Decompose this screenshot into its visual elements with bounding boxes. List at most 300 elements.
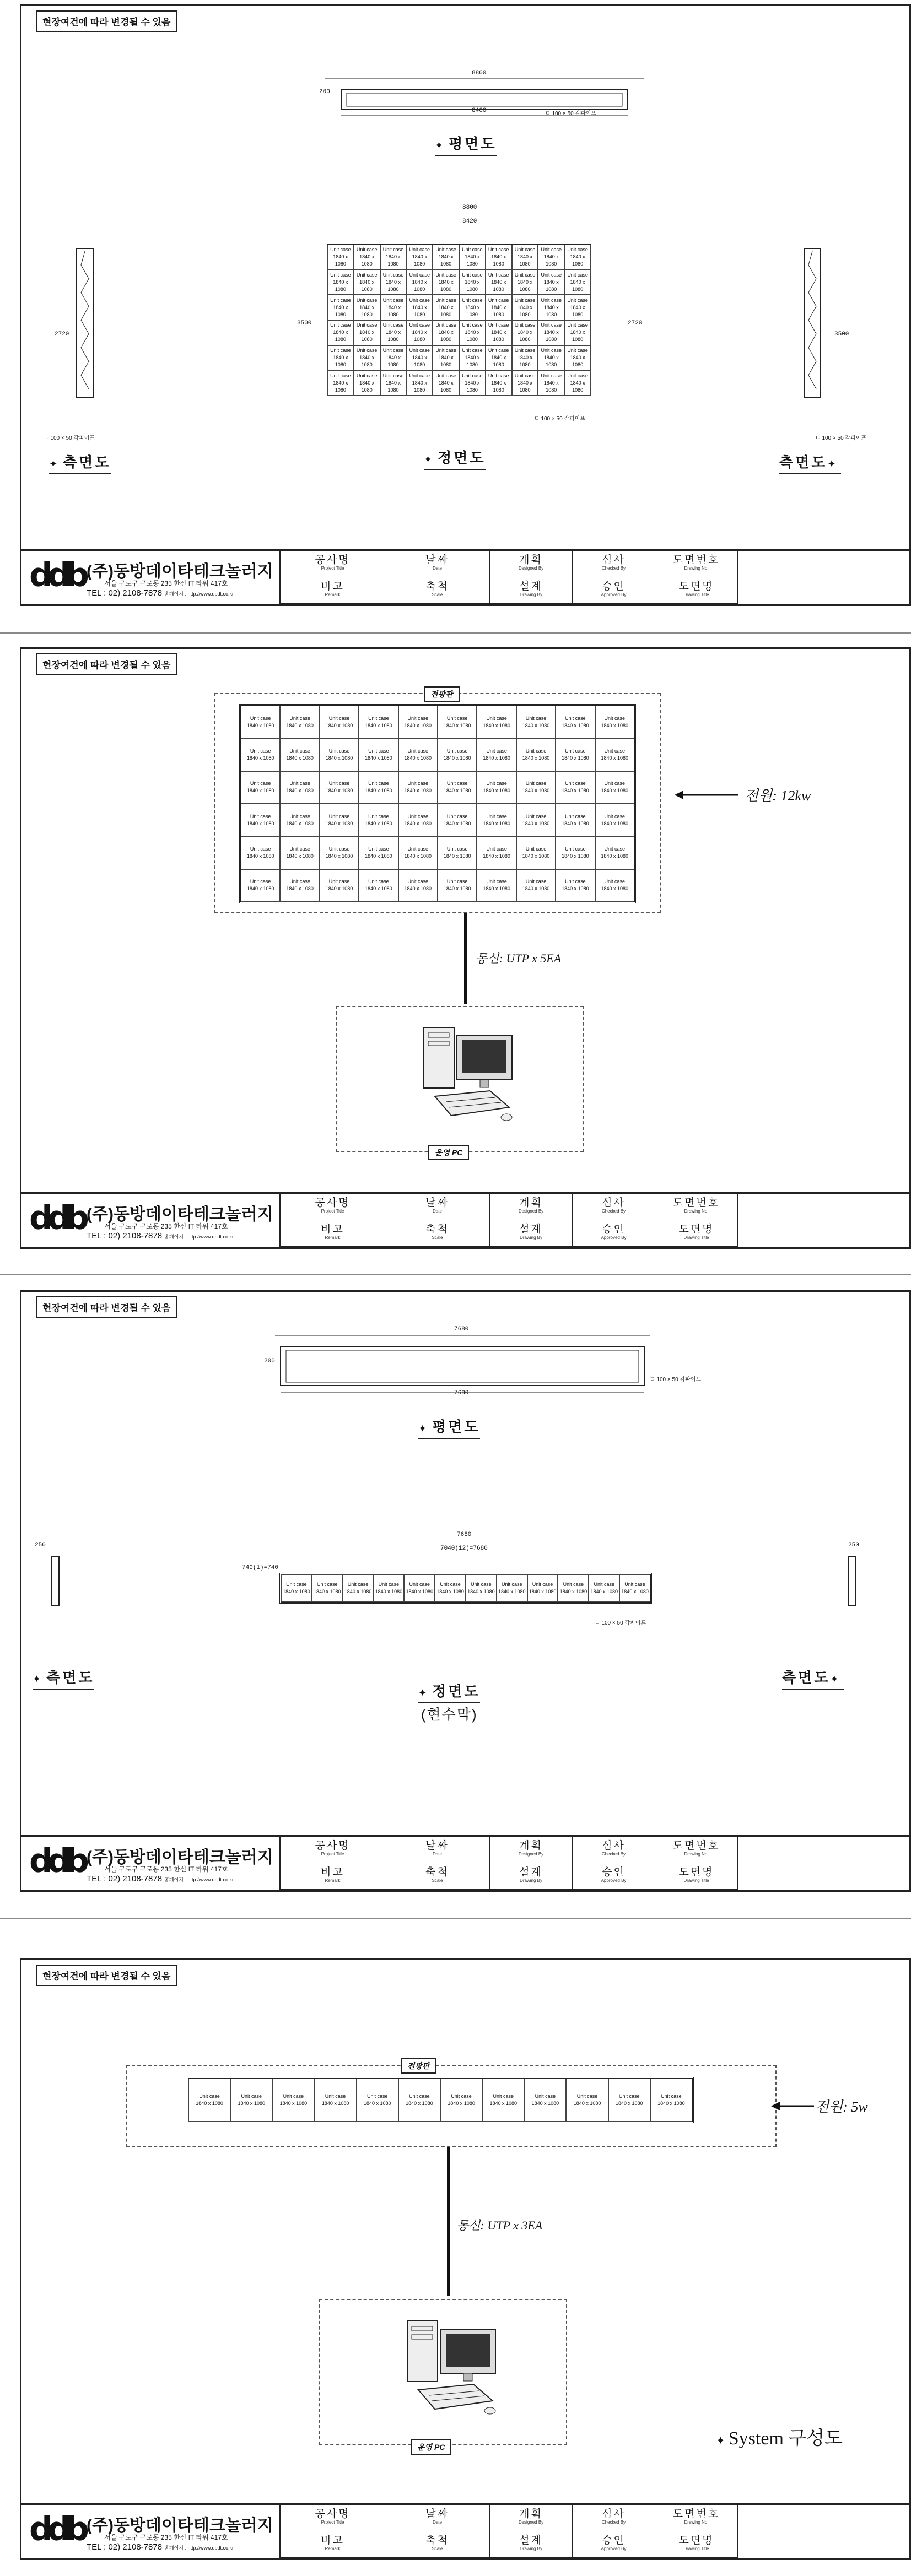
unit-case-label: Unit case — [488, 322, 509, 328]
unit-case-label: Unit case — [624, 1582, 645, 1587]
unit-case-cell — [359, 869, 398, 902]
unit-case-label: Unit case — [541, 247, 562, 253]
unit-case-size: 1840 x 1080 — [465, 329, 480, 343]
unit-case-label: Unit case — [525, 748, 547, 754]
unit-case-size: 1840 x 1080 — [590, 1589, 618, 1594]
unit-case-size: 1840 x 1080 — [448, 2101, 475, 2106]
unit-case-size: 1840 x 1080 — [543, 279, 559, 292]
unit-case-size: 1840 x 1080 — [246, 886, 274, 892]
unit-case-label: Unit case — [541, 272, 562, 278]
unit-case-size: 1840 x 1080 — [491, 329, 506, 343]
unit-case-label: Unit case — [565, 813, 586, 819]
unit-case-label: Unit case — [514, 322, 536, 328]
unit-case-cell — [398, 869, 438, 902]
banner-display-tag: 전광판 — [401, 2058, 436, 2074]
unit-case-size: 1840 x 1080 — [517, 354, 532, 367]
company-tel: TEL : 02) 2108-7878 — [87, 1874, 165, 1884]
unit-case-size: 1840 x 1080 — [438, 329, 454, 343]
unit-case-label: Unit case — [532, 1582, 553, 1587]
title-field-label: 심사 — [602, 1840, 626, 1852]
front-height2-dim: 2720 — [628, 320, 643, 327]
banner-power-arrow — [771, 2101, 815, 2112]
title-field-label: 도면번호 — [672, 1840, 720, 1852]
unit-case-size: 1840 x 1080 — [543, 354, 559, 367]
unit-case-size: 1840 x 1080 — [406, 1589, 434, 1594]
unit-case-cell — [320, 804, 359, 836]
unit-case-size: 1840 x 1080 — [498, 1589, 526, 1594]
unit-case-size: 1840 x 1080 — [465, 304, 480, 317]
unit-case-cell — [556, 706, 595, 738]
side-left-frame-note: ㄷ 100 × 50 각파이프 — [44, 435, 95, 441]
unit-case-size: 1840 x 1080 — [517, 279, 532, 292]
unit-case-size: 1840 x 1080 — [385, 254, 401, 267]
unit-case-size: 1840 x 1080 — [286, 722, 314, 728]
unit-case-cell — [538, 320, 564, 345]
unit-case-label: Unit case — [356, 272, 378, 278]
unit-case-cell — [280, 706, 319, 738]
unit-case-label: Unit case — [462, 247, 483, 253]
unit-case-label: Unit case — [435, 247, 456, 253]
unit-case-size: 1840 x 1080 — [465, 254, 480, 267]
banner-front-frame-note: ㄷ 100 × 50 각파이프 — [595, 1620, 646, 1626]
unit-case-size: 1840 x 1080 — [489, 2101, 518, 2106]
unit-case-cell — [241, 804, 280, 836]
power-arrow — [675, 789, 741, 800]
unit-case-cell — [354, 270, 380, 295]
unit-case-cell — [241, 836, 280, 869]
unit-case-label: Unit case — [565, 781, 586, 787]
title-field-english: Scale — [432, 1235, 443, 1240]
unit-case-cell — [281, 1574, 312, 1602]
unit-case-cell — [595, 804, 634, 836]
title-field-label: 계획 — [519, 1840, 543, 1852]
unit-case-size: 1840 x 1080 — [385, 329, 401, 343]
title-block-field — [281, 1863, 385, 1890]
unit-case-cell — [482, 2079, 524, 2122]
unit-case-size: 1840 x 1080 — [359, 354, 375, 367]
unit-case-cell — [566, 2079, 608, 2122]
unit-case-cell — [512, 270, 538, 295]
unit-case-cell — [595, 869, 634, 902]
unit-case-label: Unit case — [576, 2093, 598, 2099]
unit-case-cell — [486, 320, 512, 345]
title-field-label: 설계 — [519, 2535, 543, 2546]
unit-case-cell — [359, 706, 398, 738]
unit-case-size: 1840 x 1080 — [286, 886, 314, 892]
banner-power-label: 전원: 5w — [815, 2099, 868, 2115]
unit-case-cell — [354, 320, 380, 345]
unit-case-cell — [438, 771, 477, 804]
unit-case-label: Unit case — [330, 272, 351, 278]
title-field-label: 승인 — [602, 1224, 626, 1235]
side-left-dim-a: 2720 — [55, 331, 69, 338]
unit-case-cell — [433, 295, 459, 320]
unit-case-label: Unit case — [250, 879, 271, 885]
plan-total-dim: 8800 — [472, 70, 487, 77]
unit-case-size: 1840 x 1080 — [375, 1589, 403, 1594]
unit-case-label: Unit case — [462, 322, 483, 328]
unit-case-cell — [564, 295, 591, 320]
unit-case-size: 1840 x 1080 — [601, 722, 629, 728]
unit-case-size: 1840 x 1080 — [465, 380, 480, 393]
unit-case-size: 1840 x 1080 — [531, 2101, 559, 2106]
title-field-english: Remark — [325, 2546, 341, 2551]
unit-case-label: Unit case — [368, 715, 389, 721]
unit-case-cell — [398, 2079, 440, 2122]
title-field-label: 도면명 — [678, 581, 714, 592]
unit-case-cell — [320, 869, 359, 902]
unit-case-size: 1840 x 1080 — [406, 2101, 433, 2106]
title-block-field — [573, 1194, 655, 1220]
title-block — [21, 1192, 909, 1247]
unit-case-size: 1840 x 1080 — [246, 755, 274, 761]
unit-case-size: 1840 x 1080 — [365, 853, 392, 859]
unit-case-cell — [556, 738, 595, 771]
unit-case-label: Unit case — [567, 322, 588, 328]
unit-case-cell — [404, 1574, 435, 1602]
title-field-label: 공사명 — [315, 1197, 351, 1209]
unit-case-cell — [516, 804, 556, 836]
unit-case-label: Unit case — [435, 272, 456, 278]
unit-case-size: 1840 x 1080 — [601, 886, 629, 892]
unit-case-cell — [359, 804, 398, 836]
unit-case-cell — [241, 738, 280, 771]
unit-case-size: 1840 x 1080 — [491, 380, 506, 393]
title-field-label: 공사명 — [315, 2508, 351, 2520]
unit-case-label: Unit case — [525, 813, 547, 819]
title-block-field — [655, 1837, 738, 1863]
unit-case-label: Unit case — [446, 781, 468, 787]
unit-case-label: Unit case — [289, 879, 310, 885]
unit-case-size: 1840 x 1080 — [522, 788, 550, 794]
title-block-field — [490, 551, 573, 577]
title-block-field — [385, 2505, 490, 2531]
unit-case-label: Unit case — [567, 347, 588, 353]
title-field-label: 심사 — [602, 2508, 626, 2520]
title-block-field — [655, 551, 738, 577]
unit-case-size: 1840 x 1080 — [196, 2101, 223, 2106]
title-block-field — [490, 1863, 573, 1890]
power-label: 전원: 12kw — [745, 788, 811, 804]
banner-plan-total-dim: 7680 — [454, 1326, 469, 1333]
unit-case-label: Unit case — [289, 781, 310, 787]
unit-case-cell — [343, 1574, 374, 1602]
unit-case-size: 1840 x 1080 — [562, 820, 589, 826]
unit-case-size: 1840 x 1080 — [286, 820, 314, 826]
unit-case-cell — [327, 295, 354, 320]
unit-case-cell — [564, 370, 591, 396]
unit-case-cell — [595, 771, 634, 804]
company-logo-block — [21, 1194, 281, 1247]
unit-case-size: 1840 x 1080 — [517, 254, 532, 267]
unit-case-size: 1840 x 1080 — [657, 2101, 685, 2106]
title-block-field — [655, 2531, 738, 2558]
unit-case-cell — [435, 1574, 466, 1602]
unit-case-label: Unit case — [514, 347, 536, 353]
unit-case-cell — [359, 771, 398, 804]
unit-case-size: 1840 x 1080 — [601, 853, 629, 859]
unit-case-label: Unit case — [382, 247, 404, 253]
company-contact — [87, 1874, 234, 1884]
drawing-sheet-2 — [20, 647, 911, 1249]
unit-case-label: Unit case — [488, 372, 509, 378]
unit-case-cell — [327, 245, 354, 270]
front-height-dim: 3500 — [297, 320, 312, 327]
unit-case-size: 1840 x 1080 — [483, 755, 510, 761]
unit-case-label: Unit case — [486, 748, 507, 754]
unit-case-cell — [477, 869, 516, 902]
company-logo-icon: ddb — [29, 1199, 84, 1237]
unit-case-size: 1840 x 1080 — [246, 722, 274, 728]
banner-front-led-grid — [279, 1573, 652, 1604]
banner-plan-depth-dim: 200 — [264, 1358, 275, 1365]
company-contact — [87, 2542, 234, 2552]
title-block-field — [573, 551, 655, 577]
unit-case-cell — [359, 836, 398, 869]
title-field-label: 설계 — [519, 1866, 543, 1878]
unit-case-size: 1840 x 1080 — [562, 788, 589, 794]
unit-case-cell — [433, 320, 459, 345]
title-block-field — [281, 2505, 385, 2531]
unit-case-size: 1840 x 1080 — [359, 380, 375, 393]
title-field-english: Approved By — [601, 592, 627, 597]
unit-case-size: 1840 x 1080 — [325, 886, 353, 892]
unit-case-size: 1840 x 1080 — [465, 354, 480, 367]
unit-case-label: Unit case — [661, 2093, 682, 2099]
title-block-field — [655, 1863, 738, 1890]
sheet-note: 현장여건에 따라 변경될 수 있음 — [36, 1296, 177, 1318]
unit-case-size: 1840 x 1080 — [404, 886, 432, 892]
unit-case-size: 1840 x 1080 — [543, 304, 559, 317]
unit-case-label: Unit case — [525, 879, 547, 885]
unit-case-size: 1840 x 1080 — [601, 755, 629, 761]
title-field-label: 축척 — [425, 581, 449, 592]
title-field-label: 축척 — [425, 1224, 449, 1235]
unit-case-label: Unit case — [250, 715, 271, 721]
unit-case-label: Unit case — [409, 372, 430, 378]
sheet-note: 현장여건에 따라 변경될 수 있음 — [36, 10, 177, 32]
unit-case-cell — [380, 320, 407, 345]
unit-case-cell — [516, 836, 556, 869]
unit-case-cell — [406, 370, 433, 396]
title-block-field — [281, 2531, 385, 2558]
title-field-english: Remark — [325, 1878, 341, 1883]
unit-case-cell — [538, 345, 564, 371]
unit-case-size: 1840 x 1080 — [313, 1589, 341, 1594]
title-block-field — [573, 1837, 655, 1863]
unit-case-label: Unit case — [567, 272, 588, 278]
unit-case-label: Unit case — [382, 322, 404, 328]
unit-case-cell — [359, 738, 398, 771]
unit-case-label: Unit case — [368, 879, 389, 885]
unit-case-label: Unit case — [250, 748, 271, 754]
company-contact — [87, 588, 234, 598]
unit-case-cell — [564, 320, 591, 345]
title-field-english: Checked By — [601, 2520, 626, 2525]
unit-case-cell — [564, 345, 591, 371]
unit-case-size: 1840 x 1080 — [412, 254, 427, 267]
front-total-dim: 8800 — [462, 204, 477, 211]
title-block-field — [490, 1220, 573, 1247]
unit-case-size: 1840 x 1080 — [333, 380, 348, 393]
unit-case-size: 1840 x 1080 — [333, 354, 348, 367]
unit-case-label: Unit case — [486, 781, 507, 787]
unit-case-size: 1840 x 1080 — [438, 279, 454, 292]
unit-case-label: Unit case — [366, 2093, 388, 2099]
title-field-label: 날짜 — [425, 2508, 449, 2520]
title-field-label: 설계 — [519, 1224, 543, 1235]
unit-case-label: Unit case — [382, 372, 404, 378]
company-tel: TEL : 02) 2108-7878 — [87, 2542, 165, 2552]
company-logo-icon: ddb — [29, 1842, 84, 1880]
display-led-grid — [239, 704, 636, 903]
unit-case-label: Unit case — [330, 297, 351, 303]
unit-case-cell — [327, 370, 354, 396]
unit-case-label: Unit case — [446, 715, 468, 721]
unit-case-label: Unit case — [407, 781, 429, 787]
unit-case-size: 1840 x 1080 — [443, 722, 471, 728]
unit-case-size: 1840 x 1080 — [517, 380, 532, 393]
title-field-label: 날짜 — [425, 1840, 449, 1852]
unit-case-cell — [556, 836, 595, 869]
unit-case-label: Unit case — [409, 2093, 430, 2099]
unit-case-size: 1840 x 1080 — [333, 254, 348, 267]
unit-case-size: 1840 x 1080 — [436, 1589, 464, 1594]
unit-case-size: 1840 x 1080 — [443, 853, 471, 859]
unit-case-size: 1840 x 1080 — [385, 279, 401, 292]
unit-case-label: Unit case — [407, 879, 429, 885]
unit-case-label: Unit case — [407, 846, 429, 852]
banner-front-total-dim: 7680 — [457, 1531, 472, 1538]
unit-case-size: 1840 x 1080 — [238, 2101, 266, 2106]
unit-case-cell — [327, 270, 354, 295]
unit-case-label: Unit case — [286, 1582, 307, 1587]
unit-case-size: 1840 x 1080 — [570, 279, 585, 292]
company-homepage: 홈페이지 : http://www.dbdt.co.kr — [164, 2545, 234, 2551]
unit-case-size: 1840 x 1080 — [483, 853, 510, 859]
unit-case-label: Unit case — [356, 297, 378, 303]
unit-case-cell — [241, 869, 280, 902]
unit-case-cell — [459, 320, 486, 345]
title-block-field — [573, 1220, 655, 1247]
unit-case-label: Unit case — [328, 748, 350, 754]
unit-case-cell — [516, 771, 556, 804]
unit-case-label: Unit case — [289, 715, 310, 721]
unit-case-cell — [354, 370, 380, 396]
unit-case-label: Unit case — [493, 2093, 514, 2099]
unit-case-size: 1840 x 1080 — [491, 304, 506, 317]
unit-case-cell — [320, 836, 359, 869]
unit-case-cell — [595, 706, 634, 738]
unit-case-cell — [406, 270, 433, 295]
unit-case-label: Unit case — [486, 846, 507, 852]
title-field-label: 계획 — [519, 2508, 543, 2520]
unit-case-cell — [512, 245, 538, 270]
title-field-label: 도면명 — [678, 1224, 714, 1235]
unit-case-cell — [380, 270, 407, 295]
unit-case-label: Unit case — [356, 347, 378, 353]
unit-case-cell — [595, 738, 634, 771]
unit-case-cell — [538, 295, 564, 320]
unit-case-cell — [314, 2079, 356, 2122]
unit-case-label: Unit case — [514, 372, 536, 378]
unit-case-size: 1840 x 1080 — [570, 354, 585, 367]
unit-case-label: Unit case — [488, 347, 509, 353]
unit-case-label: Unit case — [407, 813, 429, 819]
unit-case-cell — [280, 869, 319, 902]
unit-case-label: Unit case — [382, 347, 404, 353]
unit-case-label: Unit case — [330, 322, 351, 328]
company-address: 서울 구로구 구로동 235 한신 IT 타워 417호 — [104, 580, 228, 587]
unit-case-label: Unit case — [514, 272, 536, 278]
banner-front-inner-dim: 7040(12)=7680 — [440, 1545, 488, 1552]
unit-case-label: Unit case — [330, 247, 351, 253]
unit-case-cell — [486, 245, 512, 270]
unit-case-cell — [327, 345, 354, 371]
title-block — [21, 2503, 909, 2558]
unit-case-label: Unit case — [409, 297, 430, 303]
banner-comm-label: 통신: UTP x 3EA — [457, 2218, 543, 2232]
unit-case-size: 1840 x 1080 — [443, 886, 471, 892]
unit-case-label: Unit case — [488, 247, 509, 253]
unit-case-size: 1840 x 1080 — [412, 354, 427, 367]
unit-case-size: 1840 x 1080 — [365, 755, 392, 761]
unit-case-cell — [320, 738, 359, 771]
company-tel: TEL : 02) 2108-7878 — [87, 588, 165, 598]
unit-case-label: Unit case — [330, 347, 351, 353]
banner-operator-pc-icon — [402, 2313, 501, 2417]
unit-case-cell — [398, 738, 438, 771]
unit-case-label: Unit case — [541, 347, 562, 353]
title-field-english: Project Title — [321, 1209, 344, 1214]
unit-case-size: 1840 x 1080 — [404, 820, 432, 826]
unit-case-size: 1840 x 1080 — [286, 853, 314, 859]
unit-case-size: 1840 x 1080 — [246, 788, 274, 794]
unit-case-label: Unit case — [328, 813, 350, 819]
unit-case-cell — [433, 245, 459, 270]
unit-case-size: 1840 x 1080 — [562, 755, 589, 761]
unit-case-size: 1840 x 1080 — [601, 820, 629, 826]
unit-case-cell — [398, 836, 438, 869]
unit-case-label: Unit case — [618, 2093, 640, 2099]
unit-case-cell — [380, 370, 407, 396]
operator-pc-icon — [418, 1019, 518, 1124]
unit-case-label: Unit case — [328, 715, 350, 721]
title-field-label: 심사 — [602, 554, 626, 566]
unit-case-label: Unit case — [435, 347, 456, 353]
title-block-field — [385, 1837, 490, 1863]
unit-case-cell — [516, 738, 556, 771]
title-field-label: 승인 — [602, 581, 626, 592]
unit-case-label: Unit case — [486, 715, 507, 721]
company-address: 서울 구로구 구로동 235 한신 IT 타워 417호 — [104, 2534, 228, 2541]
unit-case-cell — [398, 706, 438, 738]
banner-comm-line — [447, 2147, 450, 2296]
title-block-field — [655, 2505, 738, 2531]
unit-case-cell — [524, 2079, 566, 2122]
unit-case-cell — [357, 2079, 398, 2122]
unit-case-cell — [272, 2079, 314, 2122]
unit-case-size: 1840 x 1080 — [559, 1589, 587, 1594]
company-logo-icon: ddb — [29, 2510, 84, 2548]
title-block-field — [490, 577, 573, 604]
unit-case-label: Unit case — [250, 813, 271, 819]
unit-case-label: Unit case — [409, 322, 430, 328]
unit-case-cell — [280, 771, 319, 804]
plan-frame-note: ㄷ 100 × 50 각파이프 — [545, 111, 597, 117]
unit-case-cell — [538, 370, 564, 396]
unit-case-cell — [398, 804, 438, 836]
